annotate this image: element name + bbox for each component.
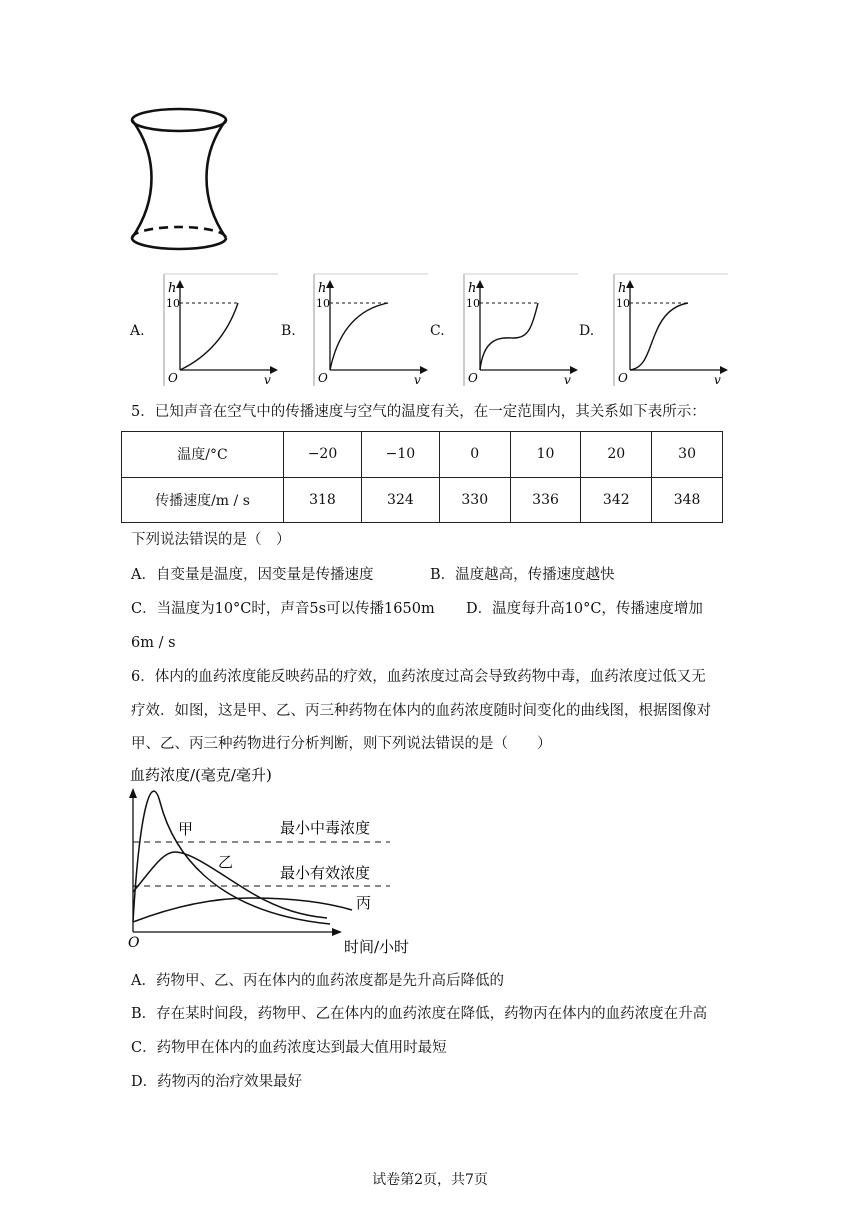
h-axis-label: h (318, 281, 327, 296)
h-axis-label: h (168, 281, 177, 296)
temperature-speed-table (121, 431, 723, 523)
table-cell: 342 (581, 477, 652, 523)
v-axis-label: v (714, 373, 721, 387)
q6-option-a: A．药物甲、乙、丙在体内的血药浓度都是先升高后降低的 (131, 973, 504, 989)
table-cell: −20 (284, 432, 362, 478)
option-d-label: D. (579, 323, 595, 339)
ten-label: 10 (466, 297, 480, 310)
table-cell: 20 (581, 432, 652, 478)
q6-stem-line2: 疗效．如图，这是甲、乙、丙三种药物在体内的血药浓度随时间变化的曲线图，根据图像对 (131, 703, 711, 719)
q5-option-c: C．当温度为10°C时，声音5s可以传播1650m (131, 601, 435, 617)
option-a-label: A. (130, 323, 145, 339)
origin-label: O (168, 371, 178, 385)
table-cell: 10 (510, 432, 581, 478)
chart-origin-label: O (128, 935, 140, 951)
chart-x-label: 时间/小时 (344, 938, 410, 956)
table-row (122, 477, 723, 523)
table-header-speed: 传播速度/m / s (122, 477, 284, 523)
q6-option-b: B．存在某时间段，药物甲、乙在体内的血药浓度在降低，药物丙在体内的血药浓度在升高 (131, 1006, 708, 1022)
ten-label: 10 (166, 297, 180, 310)
q5-option-b: B．温度越高，传播速度越快 (430, 567, 615, 583)
ten-label: 10 (616, 297, 630, 310)
page-footer: 试卷第2页，共7页 (372, 1172, 488, 1188)
table-cell: 0 (439, 432, 510, 478)
series-label-jia: 甲 (178, 820, 194, 838)
graph-b (310, 272, 430, 388)
option-c-label: C. (430, 323, 445, 339)
v-axis-label: v (414, 373, 421, 387)
q5-option-a: A．自变量是温度，因变量是传播速度 (131, 567, 374, 583)
graph-a (160, 272, 280, 388)
effective-threshold-label: 最小有效浓度 (280, 864, 371, 882)
v-axis-label: v (264, 373, 271, 387)
v-axis-label: v (564, 373, 571, 387)
table-cell: 324 (361, 477, 439, 523)
origin-label: O (318, 371, 328, 385)
chart-y-label: 血药浓度/(毫克/毫升) (130, 766, 272, 784)
table-cell: 30 (652, 432, 723, 478)
ten-label: 10 (316, 297, 330, 310)
q5-option-d: D．温度每升高10°C，传播速度增加 (466, 601, 703, 617)
toxic-threshold-label: 最小中毒浓度 (280, 819, 371, 837)
drug-concentration-chart (120, 762, 430, 958)
q6-stem-line3: 甲、乙、丙三种药物进行分析判断，则下列说法错误的是（ ） (131, 736, 552, 752)
table-cell: −10 (361, 432, 439, 478)
q5-stem: 5．已知声音在空气中的传播速度与空气的温度有关，在一定范围内，其关系如下表所示： (131, 404, 706, 420)
origin-label: O (468, 371, 478, 385)
graph-c (460, 272, 580, 388)
h-axis-label: h (618, 281, 627, 296)
table-header-temperature: 温度/°C (122, 432, 284, 478)
table-row (122, 432, 723, 478)
table-cell: 336 (510, 477, 581, 523)
q6-option-c: C．药物甲在体内的血药浓度达到最大值用时最短 (131, 1040, 447, 1056)
q5-option-d-continued: 6m / s (131, 635, 176, 651)
table-cell: 348 (652, 477, 723, 523)
series-label-bing: 丙 (356, 894, 372, 912)
origin-label: O (618, 371, 628, 385)
table-cell: 330 (439, 477, 510, 523)
table-cell: 318 (284, 477, 362, 523)
q6-option-d: D．药物丙的治疗效果最好 (131, 1074, 303, 1090)
series-label-yi: 乙 (218, 853, 234, 871)
q6-stem-line1: 6．体内的血药浓度能反映药品的疗效，血药浓度过高会导致药物中毒，血药浓度过低又无 (131, 669, 706, 685)
hourglass-container-figure (120, 100, 250, 260)
q5-question: 下列说法错误的是（ ） (131, 532, 291, 548)
option-b-label: B. (281, 323, 296, 339)
h-axis-label: h (468, 281, 477, 296)
graph-d (610, 272, 730, 388)
